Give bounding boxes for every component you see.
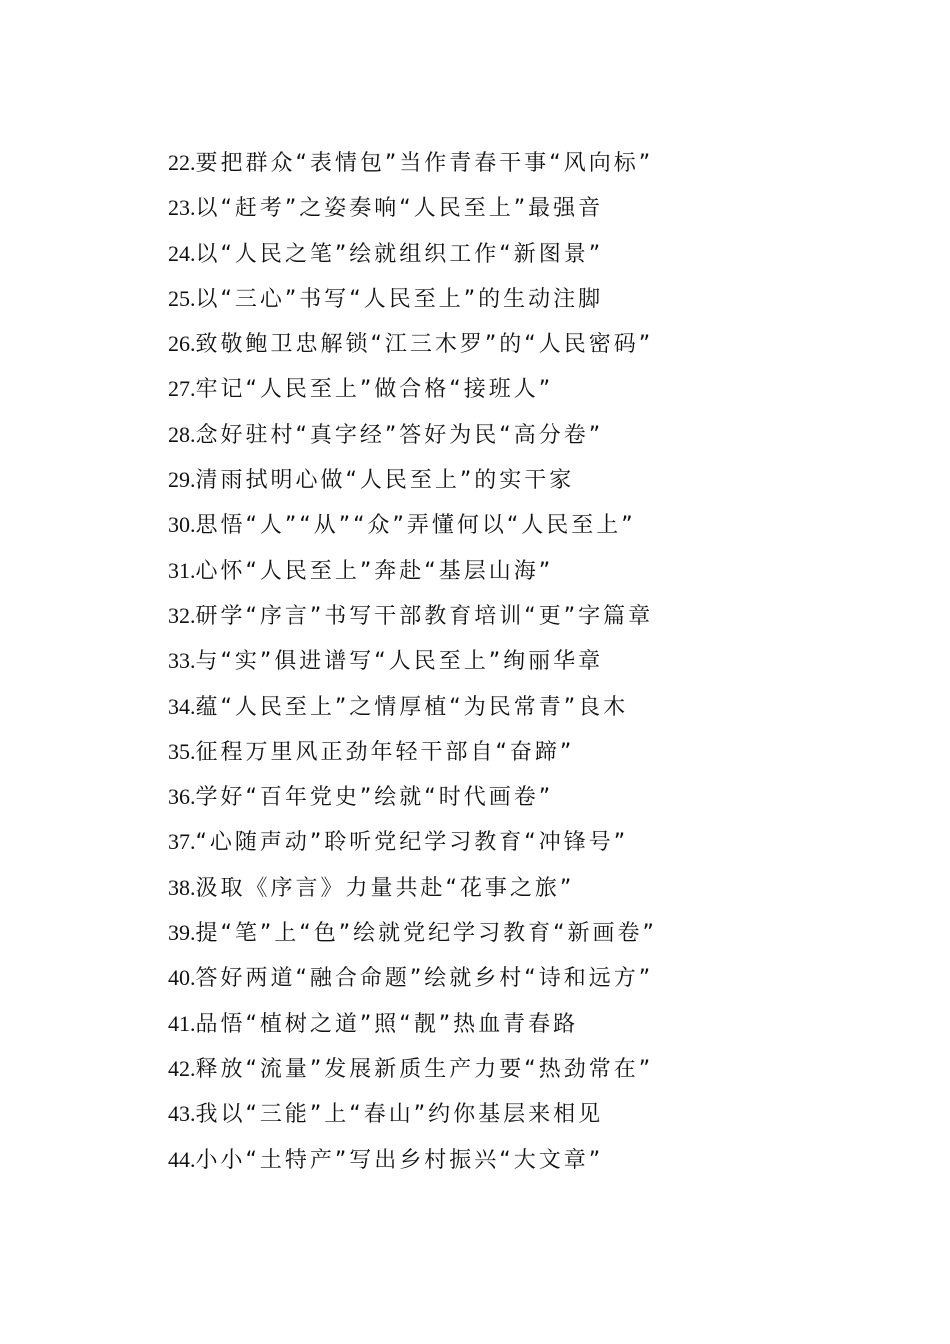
list-item [168, 774, 888, 819]
item-text: 以“人民之笔”绘就组织工作“新图景” [195, 241, 604, 267]
list-item [168, 1001, 888, 1046]
item-text: 答好两道“融合命题”绘就乡村“诗和远方” [195, 966, 654, 992]
item-number: 22. [168, 150, 196, 175]
item-number: 31. [168, 557, 196, 583]
item-number: 30. [168, 512, 196, 538]
list-item [168, 457, 888, 502]
item-number: 36. [168, 784, 196, 810]
item-text: 思悟“人”“从”“众”弄懂何以“人民至上” [195, 513, 636, 539]
item-number: 28. [168, 421, 196, 447]
item-text: 心怀“人民至上”奔赴“基层山海” [195, 558, 554, 584]
list-item [168, 548, 888, 593]
item-number: 37. [168, 829, 196, 855]
title-list [168, 140, 888, 1182]
list-item [168, 412, 888, 457]
item-number: 44. [168, 1146, 196, 1172]
list-item [168, 593, 888, 638]
item-number: 29. [168, 467, 196, 493]
item-number: 43. [168, 1101, 196, 1127]
list-item [168, 638, 888, 683]
item-text: 征程万里风正劲年轻干部自“奋蹄” [195, 739, 575, 765]
item-text: 小小“土特产”写出乡村振兴“大文章” [195, 1147, 604, 1173]
item-text: 品悟“植树之道”照“靓”热血青春路 [195, 1011, 579, 1037]
item-text: “心随声动”聆听党纪学习教育“冲锋号” [195, 830, 629, 856]
list-item [168, 729, 888, 774]
item-number: 27. [168, 376, 196, 402]
list-item [168, 1137, 888, 1182]
list-item [168, 910, 888, 955]
list-item [168, 502, 888, 547]
item-number: 35. [168, 738, 196, 764]
list-item [168, 955, 888, 1000]
item-text: 清雨拭明心做“人民至上”的实干家 [195, 468, 575, 494]
item-text: 要把群众“表情包”当作青春干事“风向标” [195, 151, 654, 176]
list-item [168, 231, 888, 276]
item-number: 34. [168, 693, 196, 719]
item-text: 汲取《序言》力量共赴“花事之旅” [195, 875, 575, 901]
item-text: 蕴“人民至上”之情厚植“为民常青”良木 [195, 694, 629, 720]
item-text: 念好驻村“真字经”答好为民“高分卷” [195, 422, 604, 448]
item-text: 牢记“人民至上”做合格“接班人” [195, 377, 554, 403]
item-text: 释放“流量”发展新质生产力要“热劲常在” [195, 1056, 654, 1082]
item-text: 研学“序言”书写干部教育培训“更”字篇章 [195, 603, 654, 629]
list-item [168, 321, 888, 366]
item-text: 以“三心”书写“人民至上”的生动注脚 [195, 286, 604, 312]
item-text: 学好“百年党史”绘就“时代画卷” [195, 785, 554, 811]
item-number: 25. [168, 285, 196, 311]
list-item [168, 276, 888, 321]
item-text: 致敬鲍卫忠解锁“江三木罗”的“人民密码” [195, 332, 654, 358]
item-number: 24. [168, 240, 196, 266]
list-item [168, 819, 888, 864]
item-text: 以“赶考”之姿奏响“人民至上”最强音 [195, 196, 604, 222]
list-item [168, 185, 888, 230]
item-text: 与“实”俱进谱写“人民至上”绚丽华章 [195, 649, 604, 675]
item-number: 26. [168, 331, 196, 357]
item-number: 38. [168, 874, 196, 900]
list-item [168, 366, 888, 411]
list-item [168, 1046, 888, 1091]
item-number: 40. [168, 965, 196, 991]
item-text: 我以“三能”上“春山”约你基层来相见 [195, 1102, 604, 1128]
item-text: 提“笔”上“色”绘就党纪学习教育“新画卷” [195, 921, 657, 947]
item-number: 32. [168, 602, 196, 628]
item-number: 42. [168, 1055, 196, 1081]
item-number: 23. [168, 195, 196, 221]
list-item [168, 1091, 888, 1136]
list-item [168, 865, 888, 910]
list-item [168, 140, 888, 185]
item-number: 41. [168, 1010, 196, 1036]
list-item [168, 684, 888, 729]
item-number: 33. [168, 648, 196, 674]
item-number: 39. [168, 920, 196, 946]
